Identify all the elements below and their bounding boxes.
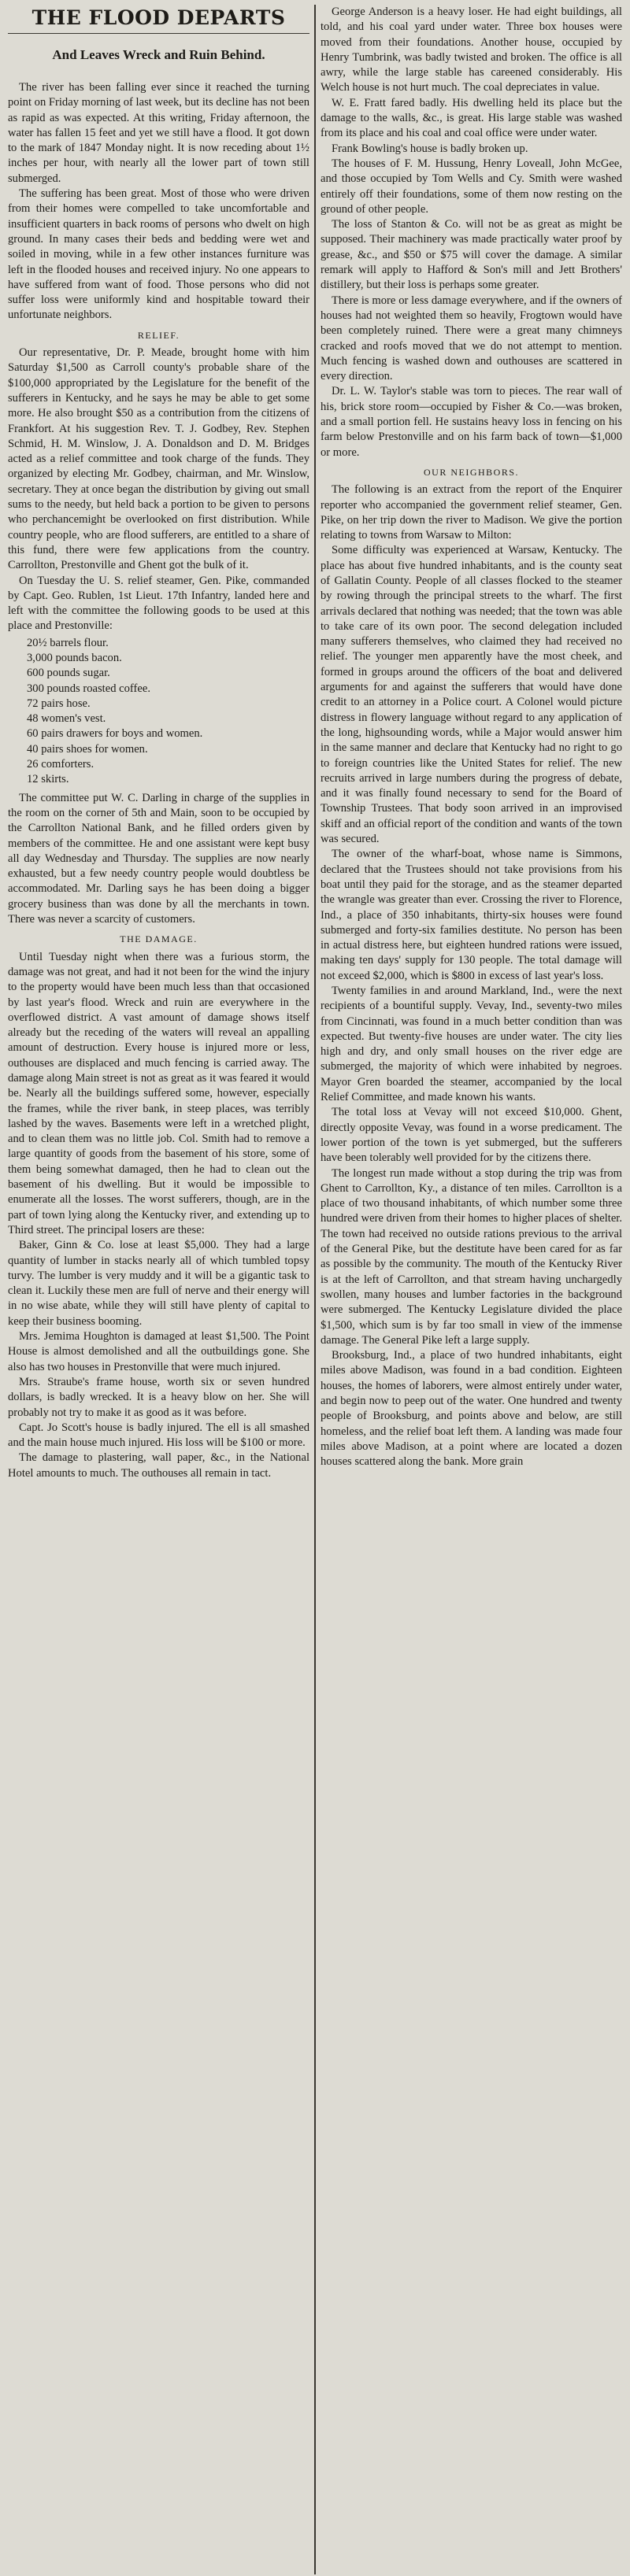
list-item: 72 pairs hose. (27, 697, 91, 710)
section-heading-relief: RELIEF. (137, 329, 180, 341)
scott-paragraph: Capt. Jo Scott's house is badly injured. The ell is all smashed and the main house much injured. His loss will be $100 or more. (8, 1421, 309, 1450)
article-columns (8, 5, 622, 2574)
brooksburg-paragraph: Brooksburg, Ind., a place of two hundred inhabitants, eight miles above Madison, was found in a bad condition. Eighteen houses, the homes of laborers, were almost entirely under water, and begin now to peep out of the water. One hundred and twenty people of Brooksburg, and points above and below, are still homeless, and the relief boat left them. A landing was made four miles above Madison, at a point where are located a dozen houses scattered along the bank. More grain (321, 1349, 622, 1469)
list-item: 300 pounds roasted coffee. (27, 682, 150, 695)
list-item: 3,000 pounds bacon. (27, 651, 122, 664)
national-hotel-paragraph: The damage to plastering, wall paper, &c., in the National Hotel amounts to much. The outhouses all remain in tact. (8, 1451, 309, 1480)
subheadline: And Leaves Wreck and Ruin Behind. (52, 47, 265, 62)
list-item: 60 pairs drawers for boys and women. (27, 727, 203, 741)
carrollton-paragraph: The longest run made without a stop during the trip was from Ghent to Carrollton, Ky., a distance of ten miles. Carrollton is a place of two thousand inhabitants, of which number some three hundred were driven from their homes to higher places of shelter. The town had received no outside rations previous to the arrival of the General Pike, but the destitute have been cared for as far as possible by the community. The mouth of the Kentucky River is at the left of Carrollton, and that stream having unchargedly swollen, many houses and lumber factories in the background were submerged. The Kentucky Legislature divided the place $1,500, which sum is by far too small in view of the immense damage. The General Pike left a large supply. (321, 1166, 622, 1347)
section-heading-neighbors: OUR NEIGHBORS. (423, 466, 519, 478)
column-left (8, 5, 309, 2574)
column-divider (314, 5, 316, 2574)
damage-paragraph: Until Tuesday night when there was a furious storm, the damage was not great, and had it not been for the wind the injury to the property would have been much less than that occasioned by last year's flood. Wreck and ruin are everywhere in the overflowed district. A vast amount of damage shows itself already but the receding of the waters will reveal an appalling amount of destruction. Every house is injured more or less, outhouses are displaced and much fencing is carried away. The damage along Main street is not as great as it was feared it would be. Nearly all the buildings suffered some, however, especially the frames, while the river bank, in steep places, was terribly lashed by the waves. Basements were left in a wretched plight, and to clean them was no little job. Col. Smith had to remove a large quantity of goods from the basement of his store, some of them being somewhat damaged, then he had to clean out the basement of his dwelling. But it would be impossible to enumerate all the losses. The worst sufferers, though, are in the part of town lying along the Kentucky river, and extending up to Third street. The principal losers are these: (8, 950, 309, 1236)
baker-ginn-paragraph: Baker, Ginn & Co. lose at least $5,000. They had a large quantity of lumber in stacks nearly all of which tumbled topsy turvy. The lumber is very muddy and it will be a gigantic task to clean it. Luckily these men are full of nerve and their energy will in no wise abate, while they will still have plenty of capital to keep their business booming. (8, 1239, 309, 1328)
warsaw-paragraph: Some difficulty was experienced at Warsaw, Kentucky. The place has about five hundred inhabitants, and is the county seat of Gallatin County. People of all classes flocked to the steamer by rowing through the principal streets to the wharf. The first arrivals declared that nothing was needed; that the town was able to take care of its own poor. The second delegation included many sufferers themselves, who claimed they had received no relief. The younger men apparently have the most cheek, and formed in groups around the officers of the boat and delivered arguments for and against the sufferers that would have done credit to an attorney in a Police court. A Colonel would picture distress in flowery language without regard to any application of the long, highsounding words, while a Major would answer him in the same manner and declare that Kentucky had no right to go to foreign countries like the United States for relief. The new recruits arrived in large numbers during the progress of debate, and it was finally found necessary to send for the Board of Township Trustees. That body soon arrived in an improvised skiff and an official report of the condition and wants of the town was secured. (321, 544, 622, 846)
houses-paragraph: The houses of F. M. Hussung, Henry Loveall, John McGee, and those occupied by Tom Wells and Cy. Smith were washed entirely off their foundations, some of them now resting on the ground of other people. (321, 157, 622, 216)
list-item: 40 pairs shoes for women. (27, 742, 148, 756)
relief-paragraph: Our representative, Dr. P. Meade, brought home with him Saturday $1,500 as Carroll county's probable share of the $100,000 appropriated by the Legislature for the benefit of the sufferers in Kentucky, and he says he may be able to get some more. He also brought $50 as a contribution from the citizens of Frankfort. At his suggestion Rev. T. J. Godbey, Rev. Stephen Schmid, H. M. Winslow, J. A. Donaldson and D. M. Bridges acted as a relief committee and took charge of the funds. They organized by electing Mr. Godbey, chairman, and Mr. Winslow, secretary. They at once began the distribution by giving out small sums to the needy, but held back a portion to be given to persons who perchancemight be overlooked on first distribution. While country people, who are flood sufferers, are entitled to a share of this fund, there were few applications from the country. Carrollton, Prestonville and Ghent got the bulk of it. (8, 346, 309, 572)
straube-paragraph: Mrs. Straube's frame house, worth six or seven hundred dollars, is badly wrecked. It is a heavy blow on her. She will probably not try to make it as good as it was before. (8, 1375, 309, 1419)
list-item: 12 skirts. (27, 773, 69, 786)
anderson-paragraph: George Anderson is a heavy loser. He had eight buildings, all told, and his coal yard under water. Three box houses were moved from their foundations. Another house, occupied by Henry Tumbrink, was badly twisted and broken. The office is all awry, while the large stable has careened considerably. His Welch house is not hurt much. The coal depreciates in value. (321, 6, 622, 94)
section-heading-damage: THE DAMAGE. (120, 933, 198, 945)
supplies-list (8, 636, 309, 788)
stanton-paragraph: The loss of Stanton & Co. will not be as great as might be supposed. Their machinery was made practically water proof by grease, &c., and $50 or $75 will cover the damage. A similar remark will apply to Hafford & Son's mill and Jett Brothers' distillery, but their loss is perhaps some greater. (321, 218, 622, 292)
suffering-paragraph: The suffering has been great. Most of those who were driven from their homes were compelled to take uncomfortable and insufficient quarters in back rooms of persons who dwelt on high ground. In many cases their beds and bedding were wet and soiled in moving, while in a few other instances furniture was left in the flooded houses and received injury. No one appears to have suffered from want of food. Those persons who did not suffer loss were uniformly kind and hospitable toward their unfortunate neighbors. (8, 187, 309, 322)
column-right (321, 5, 622, 2574)
list-item: 20½ barrels flour. (27, 636, 109, 649)
ghent-paragraph: The total loss at Vevay will not exceed $10,000. Ghent, directly opposite Vevay, was found in a worse predicament. The lower portion of the town is yet submerged, but the sufferers have been tolerably well provided for by the citizens there. (321, 1106, 622, 1165)
list-item: 600 pounds sugar. (27, 667, 110, 680)
list-item: 26 comforters. (27, 758, 94, 771)
fratt-paragraph: W. E. Fratt fared badly. His dwelling held its place but the damage to the walls, &c., is great. His large stable was washed from its place and his coal and coal office were under water. (321, 96, 622, 140)
committee-paragraph: The committee put W. C. Darling in charge of the supplies in the room on the corner of 5th and Main, soon to be occupied by the Carrollton National Bank, and he filled orders given by members of the committee. He and one assistant were kept busy all day Wednesday and Thursday. The supplies are now nearly exhausted, but a few needy country people would doubtless be accommodated. Mr. Darling says he has been doing a bigger grocery business than was done by all the merchants in town. There was never a scarcity of customers. (8, 791, 309, 926)
florence-paragraph: The owner of the wharf-boat, whose name is Simmons, declared that the Trustees should not take provisions from his boat until they paid for the storage, and as the steamer departed the wrangle was greater than ever. Crossing the river to Florence, Ind., a place of 350 inhabitants, thirty-six houses were found submerged and forty-six families destitute. No person has been in actual distress here, but eighteen hundred rations were issued, making ten days' supply for 130 people. The total damage will not exceed $2,000, which is $800 in excess of last year's loss. (321, 848, 622, 982)
list-item: 48 women's vest. (27, 712, 106, 726)
headline: THE FLOOD DEPARTS (8, 5, 309, 34)
enquirer-intro-paragraph: The following is an extract from the report of the Enquirer reporter who accompanied the government relief steamer, Gen. Pike, on her trip down the river to Madison. We give the portion relating to towns from Warsaw to Milton: (321, 483, 622, 542)
taylor-paragraph: Dr. L. W. Taylor's stable was torn to pieces. The rear wall of his, brick store room—occupied by Fisher & Co.—was broken, and a small portion fell. He sustains heavy loss in fencing on his farm below Prestonville and on his farm back of town—$1,000 or more. (321, 385, 622, 459)
intro-paragraph: The river has been falling ever since it reached the turning point on Friday morning of last week, but its decline has not been as rapid as was expected. At this writing, Friday afternoon, the water has fallen 15 feet and yet we still have a flood. It got down to the mark of 1847 Monday night. It is now receding about 1½ inches per hour, with nearly all the lower part of town still submerged. (8, 81, 309, 185)
markland-vevay-paragraph: Twenty families in and around Markland, Ind., were the next recipients of a bountiful supply. Vevay, Ind., seventy-two miles from Cincinnati, was found in a much better condition than was expected. But twenty-five houses are under water. The city lies high and dry, and only small houses on the river edge are submerged, the majority of which were inhabited by negroes. Mayor Gren boarded the steamer, accompanied by the local Relief Committee, and made known his wants. (321, 985, 622, 1104)
frogtown-paragraph: There is more or less damage everywhere, and if the owners of houses had not weighted them so heavily, Frogtown would have been completely ruined. There were a great many chimneys cracked and roofs moved that we do not attempt to mention. Much fencing is washed down and outhouses are scattered in every direction. (321, 294, 622, 383)
bowling-paragraph: Frank Bowling's house is badly broken up. (332, 142, 528, 155)
relief-steamer-paragraph: On Tuesday the U. S. relief steamer, Gen. Pike, commanded by Capt. Geo. Rublen, 1st Lieut. 17th Infantry, landed here and left with the committee the following goods to be used at this place and Prestonville: (8, 574, 309, 633)
houghton-paragraph: Mrs. Jemima Houghton is damaged at least $1,500. The Point House is almost demolished and all the outbuildings gone. She also has two houses in Prestonville that were much injured. (8, 1330, 309, 1373)
